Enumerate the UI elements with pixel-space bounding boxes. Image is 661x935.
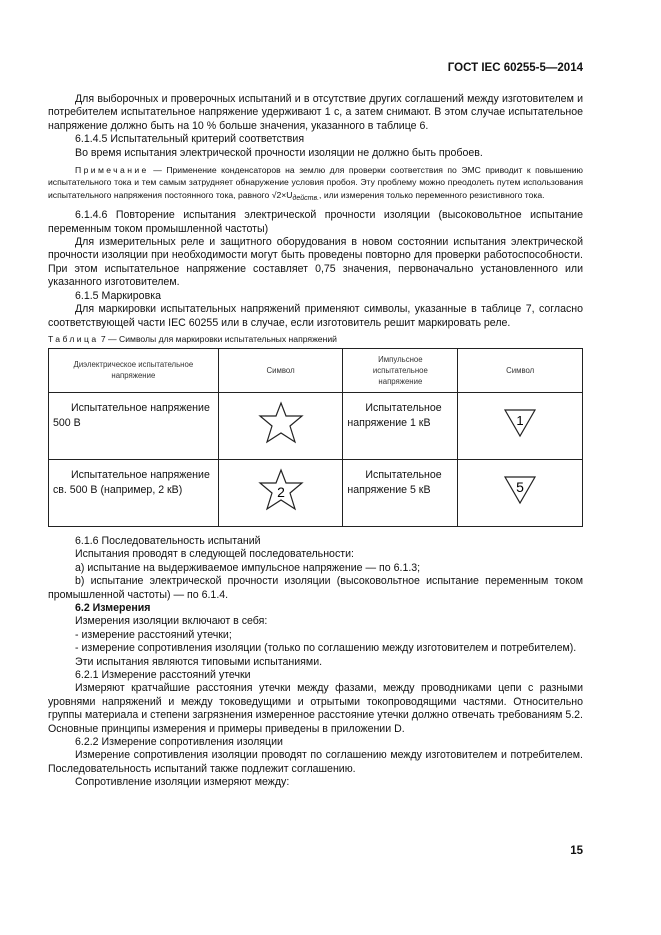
list-item: а) испытание на выдерживаемое импульсное напряжение — по 6.1.3; <box>75 561 421 574</box>
list-item: b) испытание электрической прочности изоляции (высоковольтное испытание переменным током промышленной частоты) — по 6.1.4. <box>48 575 583 601</box>
paragraph: Для измерительных реле и защитного оборудования в новом состоянии испытания электрической прочности изоляции при необходимости могут быть проведены повторно для проверки работоспособности. При этом испытательное напряжение составляет 0,75 значения, первоначально установленного или указанного изготовителем. <box>48 236 583 289</box>
cell-dielectric <box>49 392 219 459</box>
paragraph: Сопротивление изоляции измеряют между: <box>75 776 290 789</box>
header-symbol: Символ <box>218 348 343 392</box>
cell-text: Испытательное напряжение св. 500 В (например, 2 кВ) <box>53 468 210 496</box>
header-symbol: Символ <box>458 348 583 392</box>
header-dielectric: Диэлектрическое испытательное напряжение <box>49 348 219 392</box>
cell-symbol <box>458 392 583 459</box>
cell-text: Испытательное напряжение 500 В <box>53 401 210 429</box>
note <box>48 164 583 205</box>
paragraph: Эти испытания являются типовыми испытаниями. <box>75 655 323 668</box>
cell-symbol <box>218 392 343 459</box>
cell-impulse <box>343 459 458 526</box>
paragraph: 6.1.6 Последовательность испытаний <box>75 534 261 547</box>
list-item: - измерение расстояний утечки; <box>75 628 232 641</box>
note-text-b: , или измерения только переменного резистивного тока. <box>319 189 545 200</box>
triangle-symbol-icon <box>502 474 538 506</box>
table-caption <box>48 334 583 344</box>
paragraph: Измеряют кратчайшие расстояния утечки между фазами, между проводниками цепи с разными уровнями напряжений и между токоведущими и отрытыми токопроводящими частями. Относительно группы материала и степени загрязнения измеренное расстояние утечки должно отвечать требованиям 5.2. Основные принципы измерения и примеры приведены в приложении D. <box>48 682 583 735</box>
triangle-symbol-icon <box>502 407 538 439</box>
note-label: Примечание <box>75 165 149 176</box>
table-header-row <box>49 348 583 392</box>
star-label: 2 <box>276 484 285 501</box>
table-caption-text: 7 — Символы для маркировки испытательных напряжений <box>98 333 337 344</box>
page-number: 15 <box>570 845 583 857</box>
paragraph: Для выборочных и проверочных испытаний и в отсутствие других соглашений между изготовителем и потребителем испытательное напряжение удерживают 1 с, а затем снимают. В этом случае испытательное напряжение должно быть на 10 % больше значения, указанного в таблице 6. <box>48 93 583 132</box>
cell-impulse <box>343 392 458 459</box>
note-subscript: действ. <box>292 194 320 202</box>
table-caption-label: Таблица <box>48 333 99 344</box>
header-impulse: Импульсное испытательное напряжение <box>343 348 458 392</box>
cell-text: Испытательное напряжение 1 кВ <box>347 401 442 429</box>
triangle-label: 1 <box>516 413 524 429</box>
section-heading: 6.2.2 Измерение сопротивления изоляции <box>75 736 283 748</box>
section-heading: 6.1.4.6 Повторение испытания электрической прочности изоляции (высоковольтное испытание переменным током промышленной частоты) <box>48 209 583 235</box>
document-body <box>48 93 583 790</box>
cell-symbol <box>218 459 343 526</box>
cell-text: Испытательное напряжение 5 кВ <box>347 468 442 496</box>
section-heading: 6.2.1 Измерение расстояний утечки <box>75 668 251 681</box>
section-heading: 6.2 Измерения <box>75 601 151 614</box>
section-heading: 6.1.4.5 Испытательный критерий соответствия <box>75 133 305 146</box>
table-row <box>49 459 583 526</box>
cell-dielectric <box>49 459 219 526</box>
list-item: - измерение сопротивления изоляции (только по соглашению между изготовителем и потребителем). <box>75 642 577 655</box>
triangle-label: 5 <box>516 479 525 496</box>
paragraph: Испытания проводят в следующей последовательности: <box>75 548 354 561</box>
symbols-table <box>48 348 583 527</box>
cell-symbol <box>458 459 583 526</box>
table-row <box>49 392 583 459</box>
star-symbol-icon <box>256 400 306 446</box>
paragraph: Во время испытания электрической прочности изоляции не должно быть пробоев. <box>75 146 483 159</box>
paragraph: Для маркировки испытательных напряжений применяют символы, указанные в таблице 7, согласно соответствующей части IEC 60255 или в случае, если изготовитель решит маркировать реле. <box>48 303 583 329</box>
paragraph: Измерение сопротивления изоляции проводят по соглашению между изготовителем и потребителем. Последовательность испытаний также подлежит соглашению. <box>48 749 583 775</box>
standard-header: ГОСТ IEC 60255-5—2014 <box>447 62 583 74</box>
section-heading: 6.1.5 Маркировка <box>75 289 161 302</box>
note-text-a: — Применение конденсаторов на землю для проверки соответствия по ЭМС приводит к повышению испытательного тока и тем самым затрудняет обнаружение условия пробоя. Эту проблему можно преодолеть путем использования испытательного напряжения постоянного тока, равного √2×U <box>48 165 583 200</box>
bottom-paragraphs <box>48 535 583 790</box>
paragraph: Измерения изоляции включают в себя: <box>75 615 268 628</box>
star-symbol-icon <box>256 467 306 513</box>
